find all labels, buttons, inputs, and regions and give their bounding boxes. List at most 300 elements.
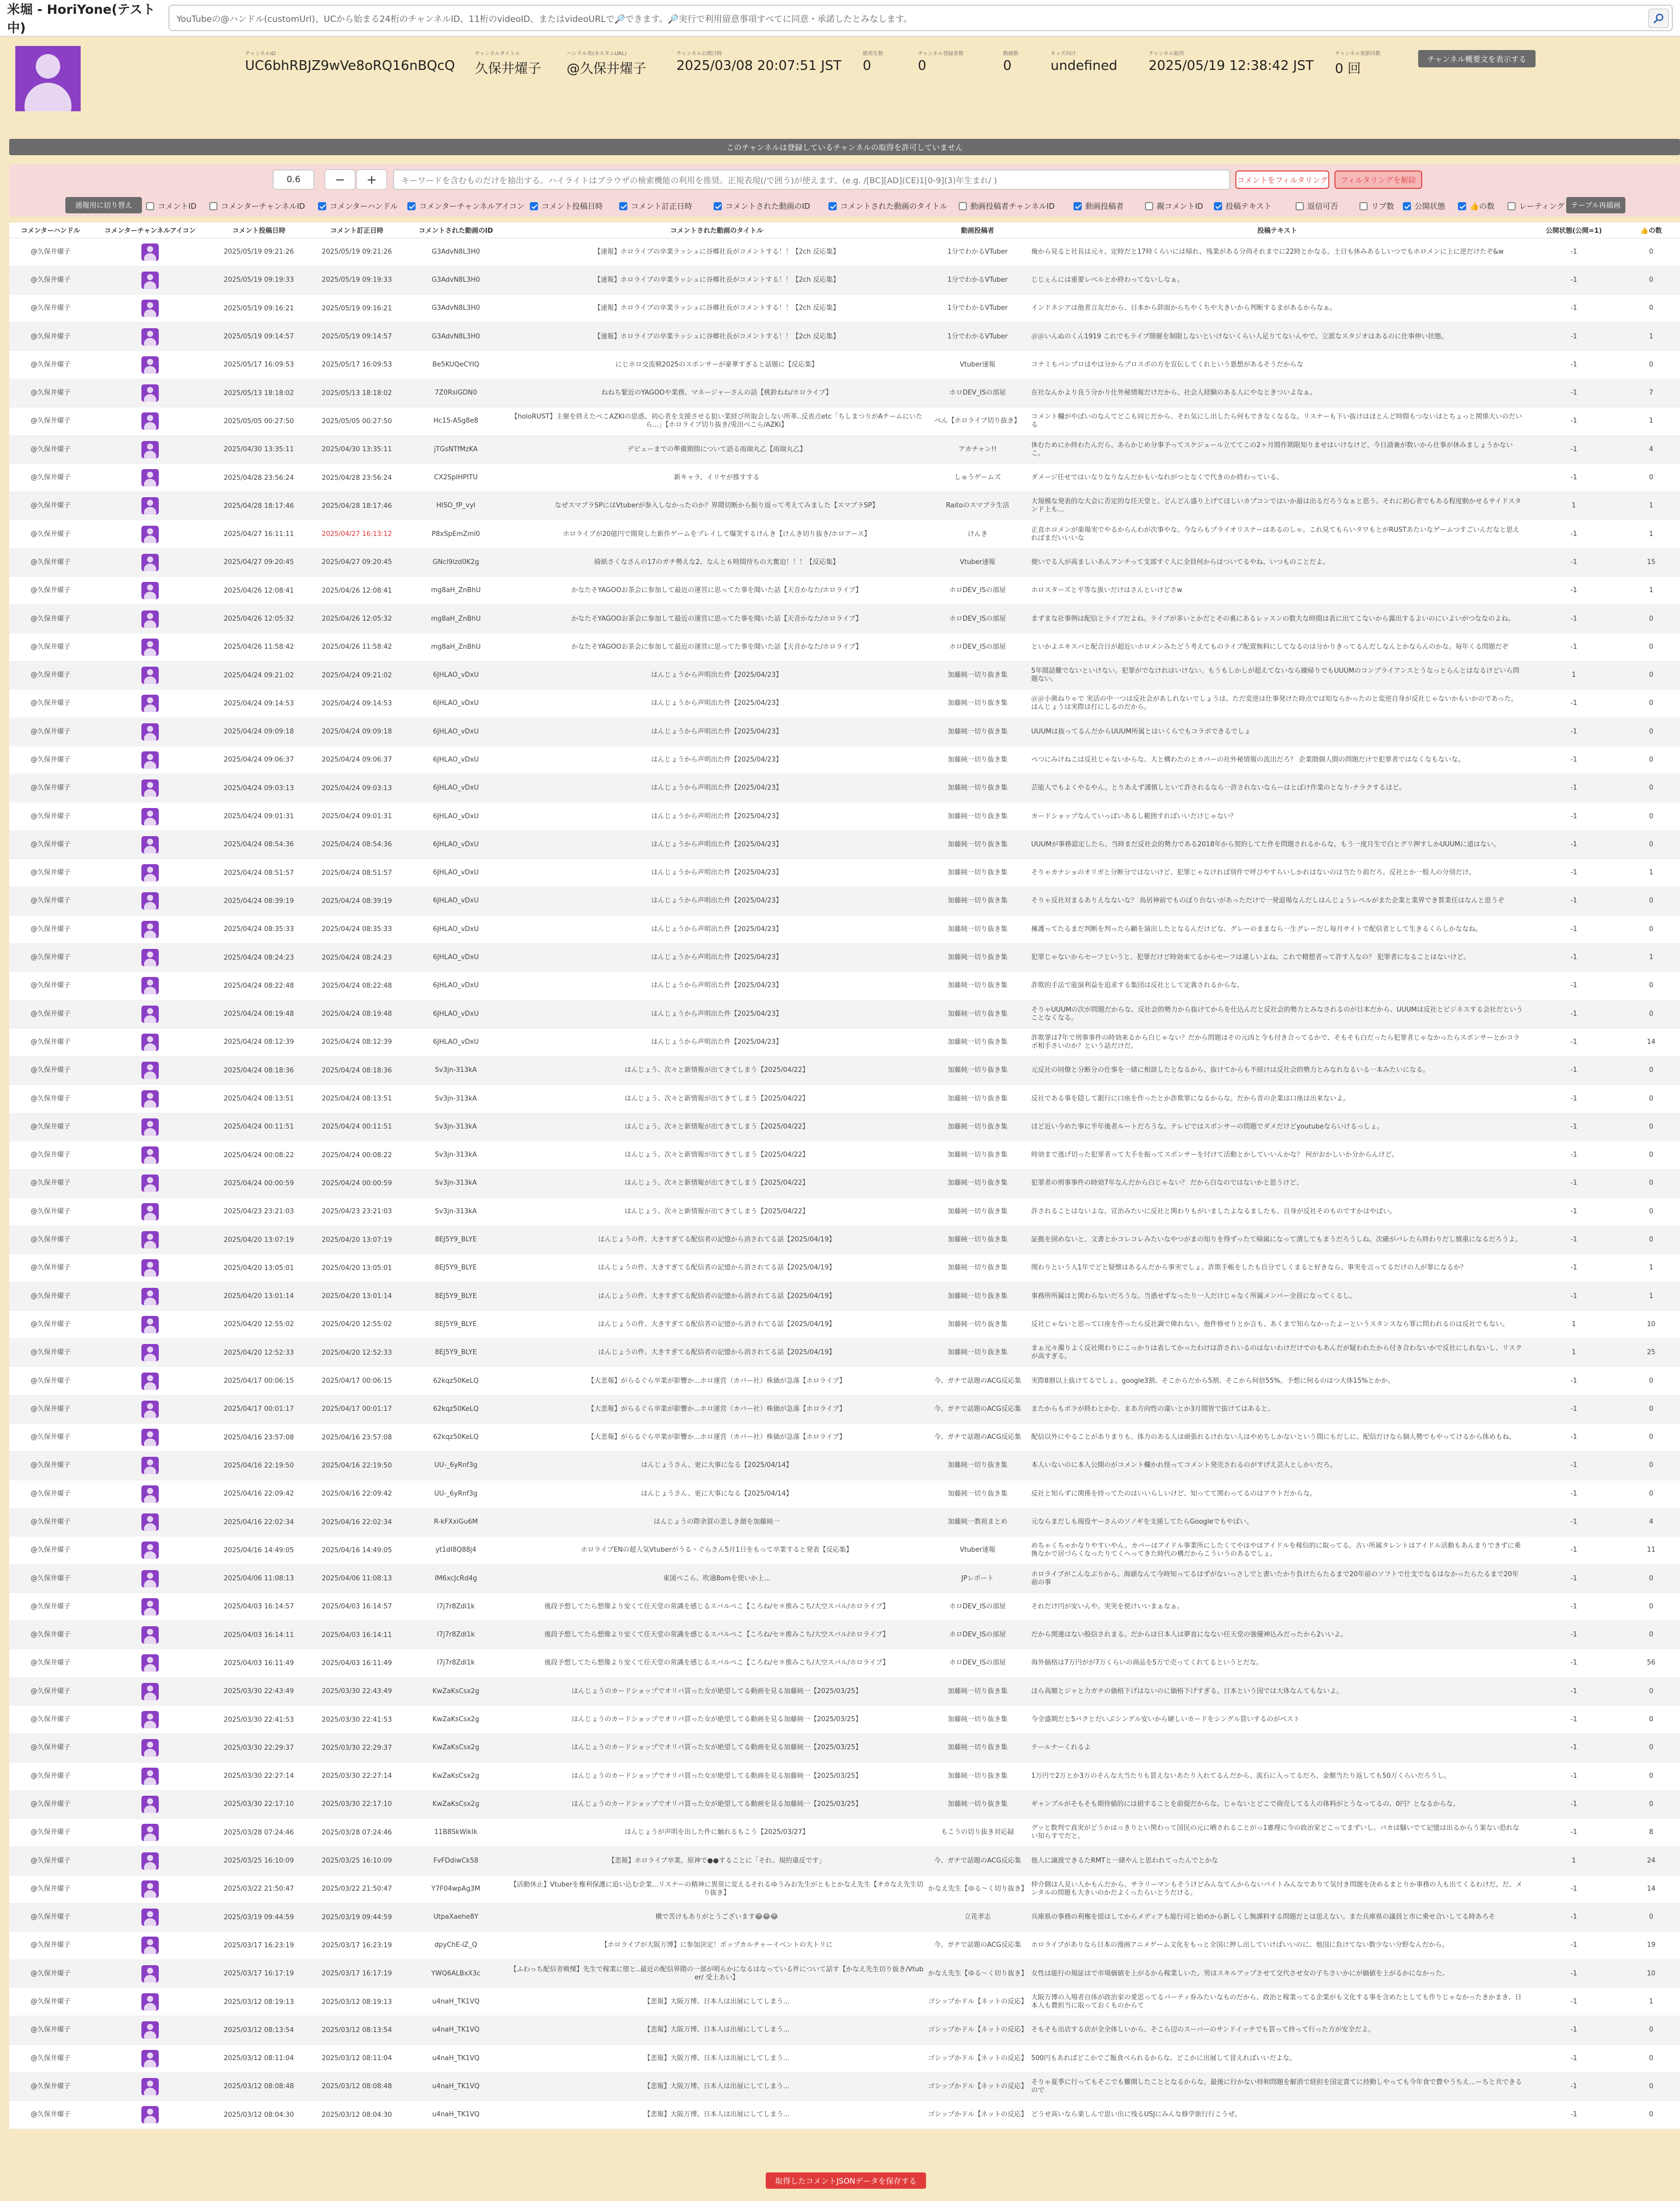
video-id[interactable]: 6JHLAO_vDxU [404,802,507,830]
video-title[interactable]: はんじょう、次々と新情報が出てきてしまう【2025/04/22】 [507,1057,926,1085]
commenter-handle[interactable]: @久保井燿子 [9,2072,92,2100]
column-toggle-checkbox[interactable] [1296,201,1338,211]
video-id[interactable]: G3AdvN8L3H0 [404,266,507,294]
avatar-icon[interactable] [141,1965,159,1983]
commenter-handle[interactable]: @久保井燿子 [9,943,92,971]
column-toggle-checkbox[interactable] [1145,201,1203,211]
video-owner[interactable]: 加藤純一切り抜き集 [926,1734,1029,1762]
checkbox-box[interactable] [1507,202,1516,210]
video-id[interactable]: IM6xcJcRd4g [404,1564,507,1593]
commenter-handle[interactable]: @久保井燿子 [9,633,92,661]
video-owner[interactable]: 今、ガチで話題のACG反応集 [926,1931,1029,1960]
video-title[interactable]: はんじょうの件、大きすぎてる配信者の記憶から消されてる話【2025/04/19】 [507,1226,926,1254]
video-id[interactable]: I7j7r8Zdl1k [404,1649,507,1677]
commenter-handle[interactable]: @久保井燿子 [9,1960,92,1988]
video-id[interactable]: 8EJ5Y9_BLYE [404,1254,507,1282]
commenter-handle[interactable]: @久保井燿子 [9,463,92,492]
commenter-handle[interactable]: @久保井燿子 [9,577,92,605]
video-owner[interactable]: 加藤純一切り抜き集 [926,1028,1029,1056]
video-id[interactable]: Sv3jn-313kA [404,1113,507,1141]
checkbox-box[interactable] [1214,202,1222,210]
video-owner[interactable]: 加藤純一切り抜き集 [926,1141,1029,1169]
commenter-handle[interactable]: @久保井燿子 [9,1508,92,1536]
video-owner[interactable]: 加藤純一切り抜き集 [926,1254,1029,1282]
commenter-handle[interactable]: @久保井燿子 [9,1000,92,1028]
video-owner[interactable]: 加藤純一切り抜き集 [926,1057,1029,1085]
video-owner[interactable]: 加藤純一切り抜き集 [926,915,1029,943]
commenter-handle[interactable]: @久保井燿子 [9,1988,92,2016]
video-title[interactable]: デビューまでの準備期間について語る雨瑞丸乙【雨瑞丸乙】 [507,435,926,463]
avatar-icon[interactable] [141,1993,159,2011]
commenter-handle[interactable]: @久保井燿子 [9,746,92,774]
checkbox-box[interactable] [530,202,538,210]
video-title[interactable]: はんじょうから声明出た件【2025/04/23】 [507,859,926,887]
increment-button[interactable]: + [356,169,387,190]
video-title[interactable]: はんじょうの件、大きすぎてる配信者の記憶から消されてる話【2025/04/19】 [507,1339,926,1367]
filter-comments-button[interactable]: コメントをフィルタリング [1235,170,1329,189]
video-owner[interactable]: 加藤純一切り抜き集 [926,943,1029,971]
avatar-icon[interactable] [141,1598,159,1616]
video-owner[interactable]: 加藤純一切り抜き集 [926,661,1029,689]
commenter-handle[interactable]: @久保井燿子 [9,1452,92,1480]
commenter-handle[interactable]: @久保井燿子 [9,295,92,323]
commenter-handle[interactable]: @久保井燿子 [9,1931,92,1960]
keyword-filter-input[interactable]: キーワードを含むものだけを抽出する。ハイライトはブラウザの検索機能の利用を推奨。正規表現(/で囲う)が使えます。(e.g. /[BC][AD](CE)1[0-9](3)年生まれ/ ) [393,169,1230,190]
commenter-handle[interactable]: @久保井燿子 [9,887,92,915]
avatar-icon[interactable] [141,412,159,430]
redraw-table-button[interactable]: テーブル再描画 [1566,197,1625,213]
video-id[interactable]: G3AdvN8L3H0 [404,295,507,323]
video-title[interactable]: 新キャラ、イリヤが推すする [507,463,926,492]
column-header[interactable]: コメントされた動画のID [404,223,507,238]
video-id[interactable]: UtpaXaehe8Y [404,1903,507,1931]
video-title[interactable]: はんじょうの件、大きすぎてる配信者の記憶から消されてる話【2025/04/19】 [507,1282,926,1310]
video-title[interactable]: 【大悲報】がらるぐら卒業が影響か...ホロ運営（カバー社）株価が急落【ホロライブ】 [507,1367,926,1395]
video-title[interactable]: はんじょうから声明出た件【2025/04/23】 [507,774,926,802]
avatar-icon[interactable] [141,441,159,458]
video-title[interactable]: はんじょうの件、大きすぎてる配信者の記憶から消されてる話【2025/04/19】 [507,1310,926,1338]
video-title[interactable]: はんじょうさん、更に大事になる【2025/04/14】 [507,1480,926,1508]
commenter-handle[interactable]: @久保井燿子 [9,1113,92,1141]
avatar-icon[interactable] [141,384,159,402]
video-owner[interactable]: かなえ先生【ゆる～く切り抜き】 [926,1960,1029,1988]
commenter-handle[interactable]: @久保井燿子 [9,1339,92,1367]
video-id[interactable]: FvFDdiwCk58 [404,1847,507,1875]
video-owner[interactable]: 加藤純一切り抜き集 [926,1000,1029,1028]
video-id[interactable]: 8EJ5Y9_BLYE [404,1339,507,1367]
column-toggle-checkbox[interactable] [829,201,947,211]
avatar-icon[interactable] [141,1852,159,1870]
video-owner[interactable]: 今、ガチで話題のACG反応集 [926,1395,1029,1423]
commenter-handle[interactable]: @久保井燿子 [9,1395,92,1423]
video-owner[interactable]: 加藤純一切り抜き集 [926,718,1029,746]
video-title[interactable]: はんじょう、次々と新情報が出てきてしまう【2025/04/22】 [507,1169,926,1197]
commenter-handle[interactable]: @久保井燿子 [9,1169,92,1197]
commenter-handle[interactable]: @久保井燿子 [9,774,92,802]
video-title[interactable]: 【悲報】大阪万博、日本人は出展にしてしまう... [507,1988,926,2016]
video-id[interactable]: 6JHLAO_vDxU [404,690,507,718]
video-id[interactable]: mg8aH_ZnBhU [404,577,507,605]
video-title[interactable]: 後段予想してたら想像より安くて任天堂の常識を感じるスバルぺこ【ころね/セ＊推みこち/大空スバル/ホロライブ】 [507,1593,926,1621]
video-id[interactable]: 11B8SkWikIk [404,1819,507,1847]
video-title[interactable]: はんじょうのカードショップでオリパ買った女が絶望してる動画を見る加藤純一【2025/03/25】 [507,1762,926,1790]
video-id[interactable]: KwZaKsCsx2g [404,1790,507,1818]
video-title[interactable]: 【悲報】大阪万博、日本人は出展にしてしまう... [507,2072,926,2100]
video-title[interactable]: かなたそYAGOOお茶会に参加して最近の運営に思ってた事を聞いた話【天音かなた/ホロライブ】 [507,577,926,605]
column-toggle-checkbox[interactable] [1507,201,1565,211]
column-header[interactable]: コメントされた動画のタイトル [507,223,926,238]
avatar-icon[interactable] [141,667,159,684]
commenter-handle[interactable]: @久保井燿子 [9,605,92,633]
column-header[interactable]: コメント投稿日時 [208,223,309,238]
video-owner[interactable]: JPレポート [926,1564,1029,1593]
avatar-icon[interactable] [141,1118,159,1136]
avatar-icon[interactable] [141,808,159,825]
commenter-handle[interactable]: @久保井燿子 [9,435,92,463]
video-owner[interactable]: 加藤純一切り抜き集 [926,1226,1029,1254]
avatar-icon[interactable] [141,1344,159,1361]
column-toggle-checkbox[interactable] [318,201,398,211]
video-title[interactable]: はんじょうさん、更に大事になる【2025/04/14】 [507,1452,926,1480]
video-owner[interactable]: アカチャン!! [926,435,1029,463]
column-toggle-checkbox[interactable] [619,201,692,211]
avatar-icon[interactable] [141,723,159,741]
video-id[interactable]: KwZaKsCsx2g [404,1762,507,1790]
avatar-icon[interactable] [141,1711,159,1728]
video-title[interactable]: 【速報】ホロライブの卒業ラッシュに谷郷社長がコメントする！！【2ch 反応集】 [507,295,926,323]
commenter-handle[interactable]: @久保井燿子 [9,859,92,887]
video-title[interactable]: はんじょうのカードショップでオリパ買った女が絶望してる動画を見る加藤純一【2025/03/25】 [507,1677,926,1705]
avatar-icon[interactable] [141,1062,159,1079]
checkbox-box[interactable] [318,202,326,210]
avatar-icon[interactable] [141,610,159,628]
commenter-handle[interactable]: @久保井燿子 [9,1310,92,1338]
video-id[interactable]: KwZaKsCsx2g [404,1734,507,1762]
avatar-icon[interactable] [141,751,159,769]
commenter-handle[interactable]: @久保井燿子 [9,1705,92,1733]
video-title[interactable]: はんじょうから声明出た件【2025/04/23】 [507,915,926,943]
avatar-icon[interactable] [141,2106,159,2123]
commenter-handle[interactable]: @久保井燿子 [9,379,92,407]
avatar-icon[interactable] [141,1316,159,1333]
video-id[interactable]: yt1dI8Q88j4 [404,1536,507,1564]
video-id[interactable]: YWQ6ALBxX3c [404,1960,507,1988]
commenter-handle[interactable]: @久保井燿子 [9,1564,92,1593]
commenter-handle[interactable]: @久保井燿子 [9,1790,92,1818]
video-id[interactable]: G3AdvN8L3H0 [404,238,507,266]
avatar-icon[interactable] [141,1768,159,1785]
avatar-icon[interactable] [141,2078,159,2095]
video-id[interactable]: 6JHLAO_vDxU [404,859,507,887]
video-title[interactable]: かなたそYAGOOお茶会に参加して最近の運営に思ってた事を聞いた話【天音かなた/ホロライブ】 [507,605,926,633]
video-title[interactable]: はんじょうから声明出た件【2025/04/23】 [507,690,926,718]
commenter-handle[interactable]: @久保井燿子 [9,1593,92,1621]
video-id[interactable]: 6JHLAO_vDxU [404,972,507,1000]
avatar-icon[interactable] [141,554,159,571]
video-title[interactable]: ねねち緊近のYAGOOや業務、マネージャーさんの話【桃鈴ねね/ホロライブ】 [507,379,926,407]
video-id[interactable]: 62kqz50KeLQ [404,1367,507,1395]
video-id[interactable]: KwZaKsCsx2g [404,1705,507,1733]
video-owner[interactable]: Vtuber速報 [926,1536,1029,1564]
commenter-handle[interactable]: @久保井燿子 [9,1875,92,1903]
video-owner[interactable]: ぺん【ホロライブ切り抜き】 [926,407,1029,435]
video-owner[interactable]: ホロDEV_ISの部屋 [926,1593,1029,1621]
commenter-handle[interactable]: @久保井燿子 [9,1057,92,1085]
video-title[interactable]: にじホロ交流戦2025のスポンサーが豪華すぎると話題に【反応集】 [507,351,926,379]
search-input[interactable] [168,5,1673,31]
video-owner[interactable]: 加藤純一切り抜き集 [926,830,1029,859]
commenter-handle[interactable]: @久保井燿子 [9,915,92,943]
avatar-icon[interactable] [141,1824,159,1841]
video-id[interactable]: I7j7r8Zdl1k [404,1621,507,1649]
column-toggle-checkbox[interactable] [209,201,305,211]
video-title[interactable]: 【holoRUST】主催を終えたべこAZKIの思惑、初心者を支援させる狙い業経び所取会しない所革..反省点etc「ちしまつりがAチームにいたら...」【ホロライブ切り抜き/兎田ぺこら/AZKi】 [507,407,926,435]
column-toggle-checkbox[interactable] [1074,201,1124,211]
video-id[interactable]: u4naH_TK1VQ [404,1988,507,2016]
commenter-handle[interactable]: @久保井燿子 [9,830,92,859]
video-id[interactable]: u4naH_TK1VQ [404,2044,507,2072]
video-title[interactable]: 東図ペこら、吹通8omを使いか上... [507,1564,926,1593]
avatar-icon[interactable] [141,1006,159,1023]
video-owner[interactable]: 加藤純一切り抜き集 [926,1310,1029,1338]
video-owner[interactable]: ホロDEV_ISの部屋 [926,633,1029,661]
video-id[interactable]: UU-_6yRnf3g [404,1480,507,1508]
avatar-icon[interactable] [141,1570,159,1587]
video-id[interactable]: Sv3jn-313kA [404,1169,507,1197]
commenter-handle[interactable]: @久保井燿子 [9,266,92,294]
avatar-icon[interactable] [141,1796,159,1813]
avatar-icon[interactable] [141,921,159,938]
video-id[interactable]: u4naH_TK1VQ [404,2016,507,2044]
video-title[interactable]: はんじょうから声明出た件【2025/04/23】 [507,887,926,915]
video-owner[interactable]: 加藤純一切り抜き集 [926,1762,1029,1790]
video-id[interactable]: u4naH_TK1VQ [404,2072,507,2100]
video-owner[interactable]: 1分でわかるVTuber [926,238,1029,266]
column-header[interactable]: コメント訂正日時 [309,223,404,238]
video-owner[interactable]: 1分でわかるVTuber [926,266,1029,294]
checkbox-box[interactable] [209,202,217,210]
video-owner[interactable]: もこうの切り抜き対応録 [926,1819,1029,1847]
avatar-icon[interactable] [141,1429,159,1446]
video-id[interactable]: 6JHLAO_vDxU [404,915,507,943]
avatar-icon[interactable] [141,497,159,515]
video-owner[interactable]: 1分でわかるVTuber [926,323,1029,351]
video-id[interactable]: CX2SpIHPITU [404,463,507,492]
commenter-handle[interactable]: @久保井燿子 [9,1734,92,1762]
video-id[interactable]: Be5KUQeCYIQ [404,351,507,379]
video-title[interactable]: かなたそYAGOOお茶会に参加して最近の運営に思ってた事を聞いた話【天音かなた/ホロライブ】 [507,633,926,661]
video-owner[interactable]: ホロDEV_ISの部屋 [926,1621,1029,1649]
avatar-icon[interactable] [141,1542,159,1559]
video-title[interactable]: はんじょうから声明出た件【2025/04/23】 [507,830,926,859]
avatar-icon[interactable] [141,300,159,317]
video-id[interactable]: 6JHLAO_vDxU [404,943,507,971]
video-title[interactable]: はんじょうから声明出た件【2025/04/23】 [507,802,926,830]
video-title[interactable]: はんじょう、次々と新情報が出てきてしまう【2025/04/22】 [507,1197,926,1226]
commenter-handle[interactable]: @久保井燿子 [9,2101,92,2129]
avatar-icon[interactable] [141,1937,159,1954]
checkbox-box[interactable] [1403,202,1411,210]
video-id[interactable]: mg8aH_ZnBhU [404,605,507,633]
checkbox-box[interactable] [1145,202,1153,210]
commenter-handle[interactable]: @久保井燿子 [9,1677,92,1705]
video-owner[interactable]: 加藤純一切り抜き集 [926,1705,1029,1733]
avatar-icon[interactable] [141,949,159,966]
video-owner[interactable]: ゴシップかドル【ネットの反応】 [926,2101,1029,2129]
video-owner[interactable]: Vtuber速報 [926,351,1029,379]
checkbox-box[interactable] [1359,202,1368,210]
column-toggle-checkbox[interactable] [146,201,197,211]
video-owner[interactable]: 今、ガチで話題のACG反応集 [926,1847,1029,1875]
video-title[interactable]: 構で苦けもありがとうございます😂😂😂 [507,1903,926,1931]
video-title[interactable]: はんじょうのカードショップでオリパ買った女が絶望してる動画を見る加藤純一【2025/03/25】 [507,1705,926,1733]
video-owner[interactable]: ゴシップかドル【ネットの反応】 [926,2072,1029,2100]
column-toggle-checkbox[interactable] [714,201,810,211]
column-header[interactable]: 👍の数 [1622,223,1680,238]
video-id[interactable]: u4naH_TK1VQ [404,2101,507,2129]
commenter-handle[interactable]: @久保井燿子 [9,1367,92,1395]
video-id[interactable]: 62kqz50KeLQ [404,1395,507,1423]
video-id[interactable]: Sv3jn-313kA [404,1057,507,1085]
video-owner[interactable]: しゅうゲームズ [926,463,1029,492]
video-id[interactable]: KwZaKsCsx2g [404,1677,507,1705]
video-title[interactable]: はんじょうが声明を出した件に触れるもこう【2025/03/27】 [507,1819,926,1847]
video-id[interactable]: P8xSpEmZml0 [404,520,507,548]
video-owner[interactable]: 加藤純一切り抜き集 [926,802,1029,830]
commenter-handle[interactable]: @久保井燿子 [9,2044,92,2072]
video-owner[interactable]: 加藤純一切り抜き集 [926,1339,1029,1367]
avatar-icon[interactable] [141,1401,159,1418]
video-owner[interactable]: かなえ先生【ゆる～く切り抜き】 [926,1875,1029,1903]
video-id[interactable]: 7Z0RsiGDN0 [404,379,507,407]
video-id[interactable]: 8EJ5Y9_BLYE [404,1282,507,1310]
video-title[interactable]: はんじょう、次々と新情報が出てきてしまう【2025/04/22】 [507,1113,926,1141]
video-owner[interactable]: 加藤純一切り抜き集 [926,1282,1029,1310]
avatar-icon[interactable] [141,1373,159,1390]
commenter-handle[interactable]: @久保井燿子 [9,1649,92,1677]
video-owner[interactable]: Raitoのスマブラ生活 [926,492,1029,520]
video-owner[interactable]: ホロDEV_ISの部屋 [926,1649,1029,1677]
video-title[interactable]: 【悲報】ホロライブ卒業。原神で●●することに「それ、規約違反です」 [507,1847,926,1875]
commenter-handle[interactable]: @久保井燿子 [9,1141,92,1169]
avatar-icon[interactable] [141,328,159,346]
column-toggle-checkbox[interactable] [1458,201,1495,211]
video-owner[interactable]: 加藤純一切り抜き集 [926,1480,1029,1508]
video-title[interactable]: はんじょうから声明出た件【2025/04/23】 [507,1028,926,1056]
commenter-handle[interactable]: @久保井燿子 [9,1847,92,1875]
avatar-icon[interactable] [141,1880,159,1898]
video-owner[interactable]: ゴシップかドル【ネットの反応】 [926,2016,1029,2044]
video-title[interactable]: はんじょうから声明出た件【2025/04/23】 [507,943,926,971]
video-owner[interactable]: 加藤純一切り抜き集 [926,1085,1029,1113]
avatar-icon[interactable] [141,1203,159,1220]
video-title[interactable]: はんじょうから声明出た件【2025/04/23】 [507,718,926,746]
checkbox-box[interactable] [407,202,416,210]
video-owner[interactable]: ホロDEV_ISの部屋 [926,577,1029,605]
video-title[interactable]: ホロライブENの超人気Vtuberがうる・ぐらさん5月1日をもって卒業すると発表【反応集】 [507,1536,926,1564]
video-owner[interactable]: 加藤純一切り抜き集 [926,746,1029,774]
video-title[interactable]: はんじょうから声明出た件【2025/04/23】 [507,661,926,689]
avatar-icon[interactable] [141,2021,159,2039]
checkbox-box[interactable] [714,202,722,210]
video-owner[interactable]: ホロDEV_ISの部屋 [926,605,1029,633]
video-title[interactable]: はんじょうの件、大きすぎてる配信者の記憶から消されてる話【2025/04/19】 [507,1254,926,1282]
video-owner[interactable]: Vtuber速報 [926,548,1029,576]
checkbox-box[interactable] [1458,202,1466,210]
video-owner[interactable]: 加藤純一切り抜き集 [926,774,1029,802]
video-owner[interactable]: 加藤純一切り抜き集 [926,887,1029,915]
video-owner[interactable]: 今、ガチで話題のACG反応集 [926,1423,1029,1451]
checkbox-box[interactable] [959,202,967,210]
avatar-icon[interactable] [141,356,159,374]
video-title[interactable]: はんじょう、次々と新情報が出てきてしまう【2025/04/22】 [507,1141,926,1169]
avatar-icon[interactable] [141,1739,159,1756]
video-owner[interactable]: 加藤純一切り抜き集 [926,859,1029,887]
checkbox-box[interactable] [619,202,627,210]
video-id[interactable]: G3AdvN8L3H0 [404,323,507,351]
commenter-handle[interactable]: @久保井燿子 [9,1226,92,1254]
video-title[interactable]: 後段予想してたら想像より安くて任天堂の常識を感じるスバルぺこ【ころね/セ＊推みこち/大空スバル/ホロライブ】 [507,1649,926,1677]
video-title[interactable]: 【大悲報】がらるぐら卒業が影響か...ホロ運営（カバー社）株価が急落【ホロライブ】 [507,1423,926,1451]
video-id[interactable]: GNcl9lzd0K2g [404,548,507,576]
commenter-handle[interactable]: @久保井燿子 [9,1819,92,1847]
avatar-icon[interactable] [141,977,159,994]
commenter-handle[interactable]: @久保井燿子 [9,1254,92,1282]
column-toggle-checkbox[interactable] [1214,201,1272,211]
avatar-icon[interactable] [141,243,159,261]
video-title[interactable]: 【大悲報】がらるぐら卒業が影響か...ホロ運営（カバー社）株価が急落【ホロライブ】 [507,1395,926,1423]
avatar-icon[interactable] [141,1485,159,1503]
checkbox-box[interactable] [146,202,154,210]
video-id[interactable]: 6JHLAO_vDxU [404,1028,507,1056]
video-title[interactable]: 【悲報】大阪万博、日本人は出展にしてしまう... [507,2016,926,2044]
avatar-icon[interactable] [141,1259,159,1277]
column-header[interactable]: 動画投稿者 [926,223,1029,238]
video-title[interactable]: ホロライブが20億円で開発した新作ゲームをプレイして爆笑するけんき【けんき切り抜き/ホロアース】 [507,520,926,548]
video-id[interactable]: 6JHLAO_vDxU [404,774,507,802]
commenter-handle[interactable]: @久保井燿子 [9,972,92,1000]
video-id[interactable]: HISO_fP_vyI [404,492,507,520]
video-title[interactable]: はんじょうから声明出た件【2025/04/23】 [507,1000,926,1028]
checkbox-box[interactable] [1296,202,1304,210]
video-owner[interactable]: 加藤純一切り抜き集 [926,690,1029,718]
avatar-icon[interactable] [141,1457,159,1474]
commenter-handle[interactable]: @久保井燿子 [9,492,92,520]
video-title[interactable]: 【ふわっち配信者戦慄】先生で稼業に堕と..最近の配信界隈の一部が明らかになるはなっている件について話す【かなえ先生切り抜き/Vtuber/ 受上あい】 [507,1960,926,1988]
avatar-icon[interactable] [141,1654,159,1672]
commenter-handle[interactable]: @久保井燿子 [9,323,92,351]
video-id[interactable]: R-kFXxiGu6M [404,1508,507,1536]
avatar-icon[interactable] [141,1231,159,1249]
avatar-icon[interactable] [141,892,159,910]
commenter-handle[interactable]: @久保井燿子 [9,1282,92,1310]
decrement-button[interactable]: − [325,169,355,190]
column-header[interactable]: コメンターチャンネルアイコン [92,223,208,238]
commenter-handle[interactable]: @久保井燿子 [9,802,92,830]
commenter-handle[interactable]: @久保井燿子 [9,1536,92,1564]
video-title[interactable]: なぜスマブラSPにはVtuberが参入しなかったのか？界隈切断から振り返って考えてみました【スマブラSP】 [507,492,926,520]
commenter-handle[interactable]: @久保井燿子 [9,1480,92,1508]
commenter-handle[interactable]: @久保井燿子 [9,1028,92,1056]
video-owner[interactable]: ホロDEV_ISの部屋 [926,379,1029,407]
video-owner[interactable]: 加藤純一教祖まとめ [926,1508,1029,1536]
video-title[interactable]: 【悲報】大阪万博、日本人は出展にしてしまう... [507,2101,926,2129]
video-owner[interactable]: 加藤純一切り抜き集 [926,1452,1029,1480]
video-title[interactable]: はんじょう、次々と新情報が出てきてしまう【2025/04/22】 [507,1085,926,1113]
column-toggle-checkbox[interactable] [959,201,1055,211]
avatar-icon[interactable] [141,836,159,853]
video-title[interactable]: 【速報】ホロライブの卒業ラッシュに谷郷社長がコメントする！！【2ch 反応集】 [507,266,926,294]
